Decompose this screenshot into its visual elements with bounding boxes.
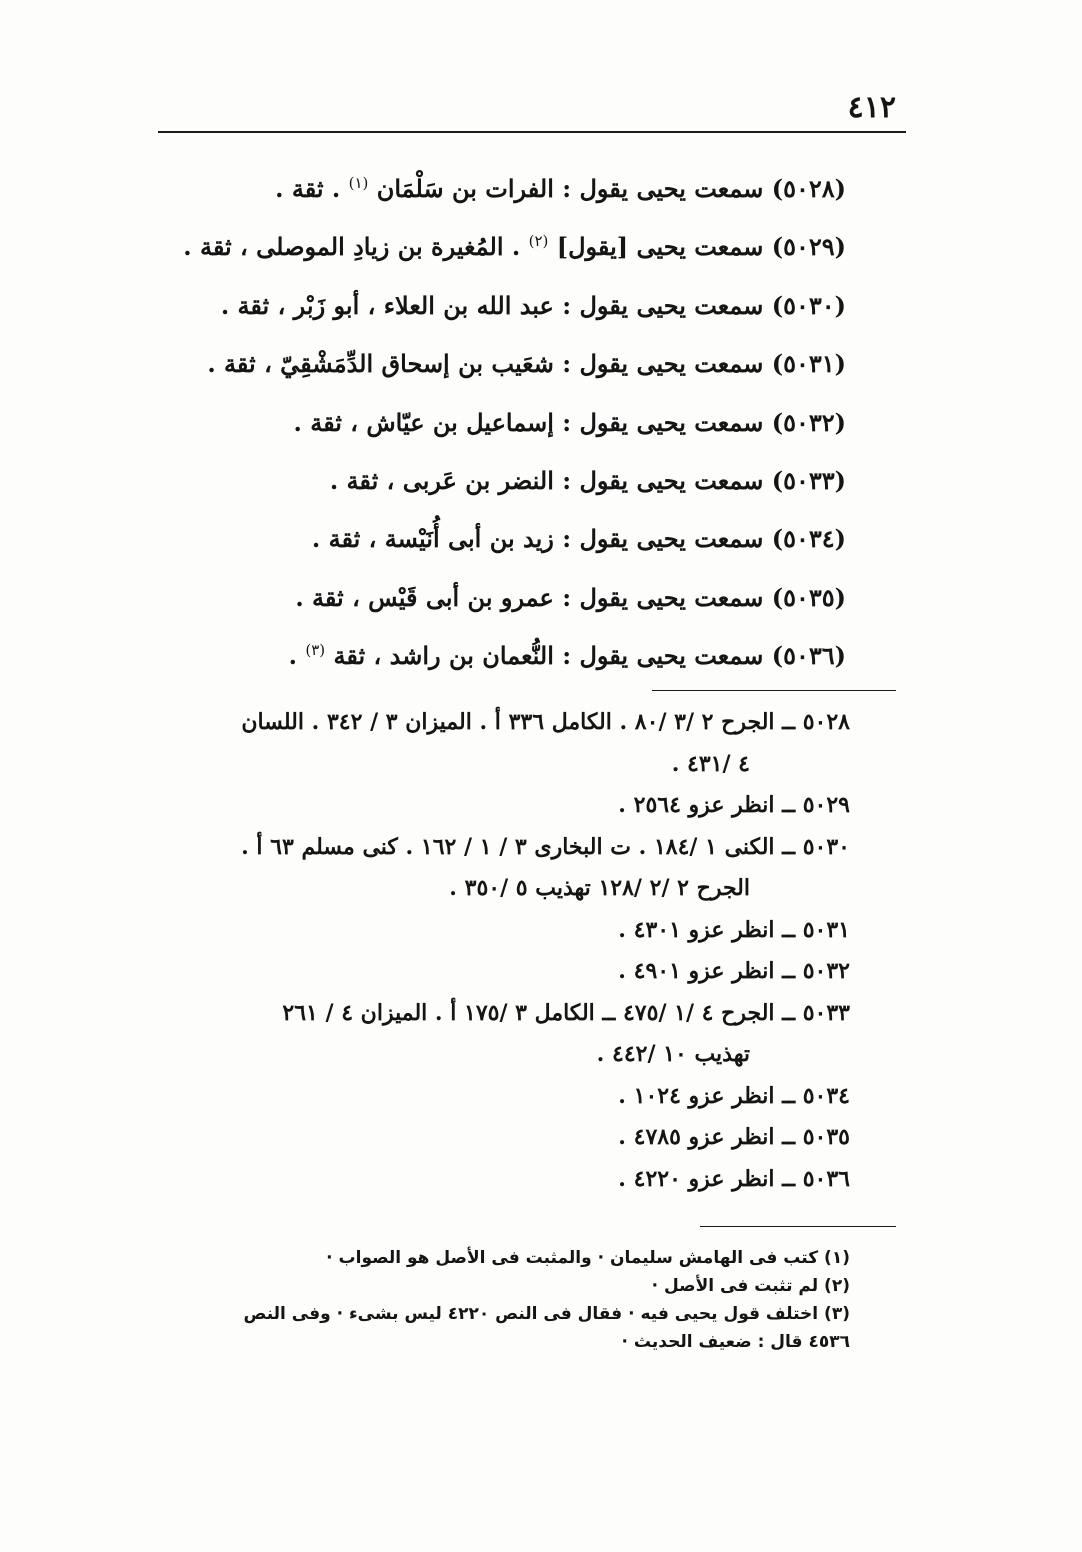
footnote-item: (٢) لم تثبت فى الأصل ·: [651, 1276, 850, 1296]
reference-continuation: تهذيب ١٠ /٤٤٢ .: [596, 1041, 750, 1067]
footnote-item: (٣) اختلف قول يحيى فيه · فقال فى النص ٤٢٢٠ ليس بشىء · وفى النص: [243, 1304, 850, 1324]
narration-entry: [146, 160, 846, 218]
entry-text: (٥٠٣٤) سمعت يحيى يقول : زيد بن أبى أُنَيْسة ، ثقة .: [311, 524, 846, 554]
narration-entry: [146, 569, 846, 627]
entry-text: (٥٠٢٨) سمعت يحيى يقول : الفرات بن سَلْمَان: [376, 174, 846, 203]
narration-entry: [146, 452, 846, 510]
reference-continuation: ٤ /٤٣١ .: [671, 750, 750, 777]
reference-item: [150, 827, 850, 910]
entry-text: (٥٠٣٣) سمعت يحيى يقول : النضر بن عَربى ، ثقة .: [329, 465, 846, 495]
narration-entry: [146, 510, 846, 568]
reference-line: ٥٠٣٥ ــ انظر عزو ٤٧٨٥ .: [618, 1124, 850, 1150]
footnote-marker[interactable]: (٢): [528, 232, 549, 251]
reference-item: [150, 993, 850, 1076]
reference-item: [150, 1117, 850, 1159]
reference-line: ٥٠٣٦ ــ انظر عزو ٤٢٢٠ .: [618, 1165, 850, 1192]
reference-item: [150, 702, 850, 785]
entry-text: (٥٠٣٥) سمعت يحيى يقول : عمرو بن أبى قَيْس ، ثقة .: [295, 582, 846, 612]
narration-entry: [146, 627, 846, 685]
reference-item: [150, 1159, 850, 1201]
entry-tail: . ثقة .: [275, 174, 341, 203]
header-divider: [158, 131, 906, 133]
reference-line: ٥٠٣٠ ــ الكنى ١ /١٨٤ . ت البخارى ٣ / ١ / ١٦٢ . كنى مسلم ٦٣ أ .: [241, 833, 850, 860]
reference-line: ٥٠٣٤ ــ انظر عزو ١٠٢٤ .: [618, 1082, 850, 1109]
reference-item: [150, 1076, 850, 1118]
reference-item: [150, 951, 850, 993]
reference-continuation: الجرح ٢ /٢ /١٢٨ تهذيب ٥ /٣٥٠ .: [449, 875, 750, 901]
entry-text: (٥٠٣٦) سمعت يحيى يقول : النُّعمان بن راشد ، ثقة: [333, 641, 846, 671]
footnote-marker[interactable]: (٣): [305, 641, 326, 660]
footnotes-list: [150, 1244, 850, 1356]
entry-tail: . المُغيرة بن زيادِ الموصلى ، ثقة .: [183, 232, 521, 262]
references-divider: [652, 690, 896, 691]
footnotes-divider: [700, 1226, 896, 1227]
entry-tail: .: [288, 641, 297, 671]
footnote-marker[interactable]: (١): [348, 174, 369, 192]
page-number: ٤١٢: [847, 90, 896, 125]
reference-item: [150, 785, 850, 827]
narration-entry: [146, 277, 846, 335]
reference-line: ٥٠٣٣ ــ الجرح ٤ /١ /٤٧٥ ــ الكامل ٣ /١٧٥ أ . الميزان ٤ / ٢٦١: [282, 999, 850, 1026]
reference-line: ٥٠٣١ ــ انظر عزو ٤٣٠١ .: [618, 916, 850, 943]
narration-entry: [146, 335, 846, 393]
footnote-item: (١) كتب فى الهامش سليمان · والمثبت فى الأصل هو الصواب ·: [326, 1248, 850, 1268]
narration-entry: [146, 218, 846, 276]
footnote-item: ٤٥٣٦ قال : ضعيف الحديث ·: [621, 1332, 850, 1352]
narration-entry: [146, 394, 846, 452]
entry-text: (٥٠٣١) سمعت يحيى يقول : شعَيب بن إسحاق الدِّمَشْقِيّ ، ثقة .: [207, 349, 846, 379]
reference-item: [150, 910, 850, 952]
references-list: [150, 702, 850, 1200]
reference-line: ٥٠٢٩ ــ انظر عزو ٢٥٦٤ .: [618, 792, 850, 818]
reference-line: ٥٠٣٢ ــ انظر عزو ٤٩٠١ .: [618, 958, 850, 984]
entry-text: (٥٠٢٩) سمعت يحيى [يقول]: [556, 232, 846, 262]
entry-text: (٥٠٣٠) سمعت يحيى يقول : عبد الله بن العلاء ، أبو زَبْر ، ثقة .: [220, 290, 846, 320]
entry-text: (٥٠٣٢) سمعت يحيى يقول : إسماعيل بن عيّاش ، ثقة .: [293, 407, 846, 437]
narration-list: [146, 160, 846, 686]
reference-line: ٥٠٢٨ ــ الجرح ٢ /٣ /٨٠ . الكامل ٣٣٦ أ . الميزان ٣ / ٣٤٢ . اللسان: [241, 709, 850, 735]
